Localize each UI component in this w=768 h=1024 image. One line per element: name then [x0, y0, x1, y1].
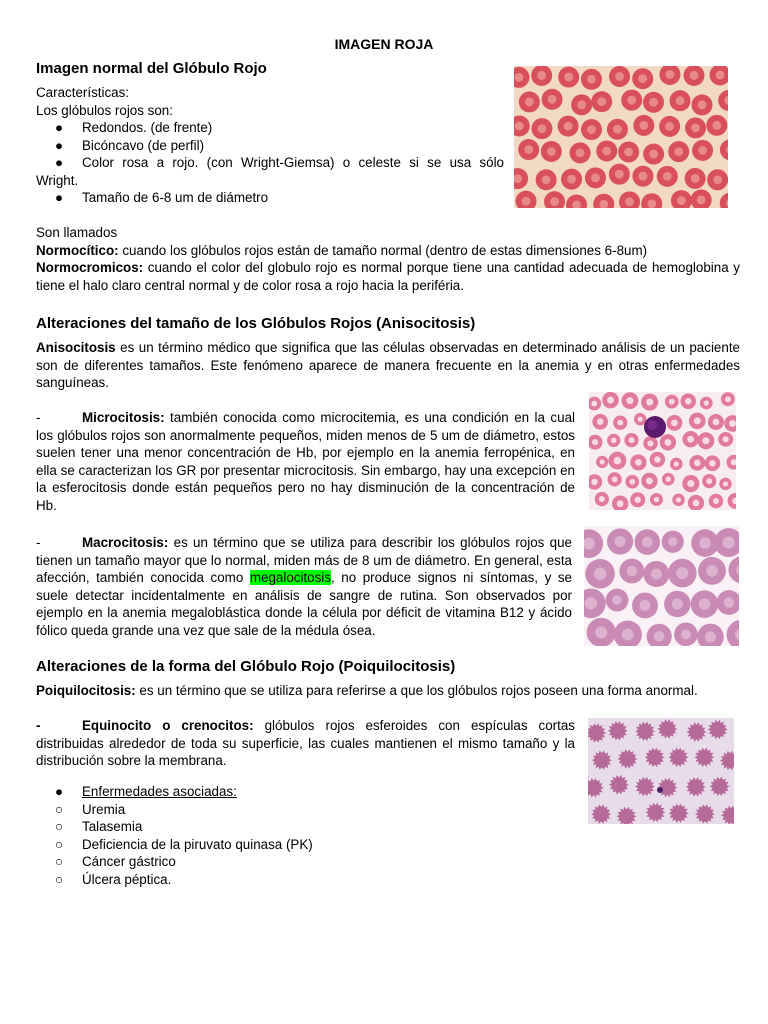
caracteristicas-label: Características:	[36, 85, 130, 100]
normal-rbc-micrograph	[514, 66, 728, 208]
list-item: ● Tamaño de 6-8 um de diámetro	[55, 190, 269, 205]
list-item: ● Redondos. (de frente)	[55, 120, 213, 135]
circle-bullet-icon: ○	[55, 836, 64, 852]
anisocitosis-paragraph: Anisocitosis es un término médico que significa que las células observadas en determinado análisis de un paciente son de diferentes tamaños. Este fenómeno aparece de manera frecuente en la anemia y en otras enfermedades sanguíneas.	[36, 340, 740, 390]
bullet-icon: ●	[55, 784, 64, 799]
microcytosis-micrograph	[589, 392, 736, 510]
normal-rbc-characteristics	[36, 84, 504, 207]
list-item: ● Enfermedades asociadas:	[55, 784, 237, 799]
microcitosis-paragraph: - Microcitosis: también conocida como microcitemia, es una condición en la cual los glóbulos rojos son anormalmente pequeños, miden menos de 5 um de diámetro, estos suelen tener una menor concentración de Hb, por ejemplo en la anemia ferropénica, en ella se caracterizan los GR por presentar microcitosis. Sin embargo, hay una excepción en la esferocitosis donde están pequeños pero no hay disminución de la concentración de Hb.	[36, 410, 575, 513]
list-item: ○ Uremia	[55, 801, 126, 817]
circle-bullet-icon: ○	[55, 801, 64, 817]
circle-bullet-icon: ○	[55, 819, 64, 834]
list-item: ○ Úlcera péptica.	[55, 871, 172, 887]
heading-anisocytosis: Alteraciones del tamaño de los Glóbulos Rojos (Anisocitosis)	[36, 315, 476, 332]
son-llamados: Son llamados	[36, 225, 118, 240]
bullet-icon: ●	[55, 137, 64, 153]
normocromicos-paragraph: Normocromicos: cuando el color del globulo rojo es normal porque tiene una cantidad adecuada de hemoglobina y tiene el halo claro central normal y de color rosa a rojo hacia la periféria.	[36, 260, 740, 293]
list-item: ● Bicóncavo (de perfil)	[55, 137, 205, 153]
list-item: ○ Deficiencia de la piruvato quinasa (PK)	[55, 836, 313, 852]
macrocitosis-paragraph: - Macrocitosis: es un término que se utiliza para describir los glóbulos rojos que tienen un tamaño mayor que lo normal, miden más de 8 um de diámetro. En general, esta afección, también conocida como megalocitosis, no produce signos ni síntomas, y se suele detectar incidentalmente en análisis de sangre de rutina. Son observados por ejemplo en la anemia megaloblástica donde la célula por déficit de vitamina B12 y ácido fólico queda grande una vez que sale de la médula ósea.	[36, 535, 572, 638]
circle-bullet-icon: ○	[55, 871, 64, 887]
list-item-continuation: Wright.	[36, 172, 79, 188]
intro-text: Los glóbulos rojos son:	[36, 102, 173, 118]
associated-diseases-list	[36, 783, 556, 888]
bullet-icon: ●	[55, 120, 64, 135]
poiquilocitosis-paragraph: Poiquilocitosis: es un término que se utiliza para referirse a que los glóbulos rojos poseen una forma anormal.	[36, 683, 698, 698]
list-item: ○ Cáncer gástrico	[55, 854, 176, 869]
list-item: ○ Talasemia	[55, 819, 143, 834]
dash-marker: -	[36, 718, 41, 733]
dash-marker: -	[36, 410, 41, 425]
circle-bullet-icon: ○	[55, 854, 64, 869]
equinocito-paragraph: - Equinocito o crenocitos: glóbulos rojos esferoides con espículas cortas distribuidas alrededor de toda su superficie, las cuales mantienen el mismo tamaño y la distribución sobre la membrana.	[36, 718, 575, 768]
document-title: IMAGEN ROJA	[334, 36, 434, 52]
dash-marker: -	[36, 535, 41, 550]
bullet-icon: ●	[55, 155, 64, 170]
bullet-icon: ●	[55, 190, 64, 205]
normocitico-paragraph: Normocítico: cuando los glóbulos rojos están de tamaño normal (dentro de estas dimensiones 6-8um)	[36, 242, 648, 258]
highlighted-term: megalocitosis	[249, 570, 331, 585]
list-item: ● Color rosa a rojo. (con Wright-Giemsa) o celeste si se usa sólo	[55, 155, 504, 170]
normal-rbc-definitions	[36, 224, 740, 294]
echinocyte-micrograph	[588, 718, 734, 824]
macrocytosis-micrograph	[584, 526, 739, 646]
heading-normal-rbc: Imagen normal del Glóbulo Rojo	[36, 60, 267, 77]
heading-poikilocytosis: Alteraciones de la forma del Glóbulo Rojo (Poiquilocitosis)	[36, 658, 456, 675]
